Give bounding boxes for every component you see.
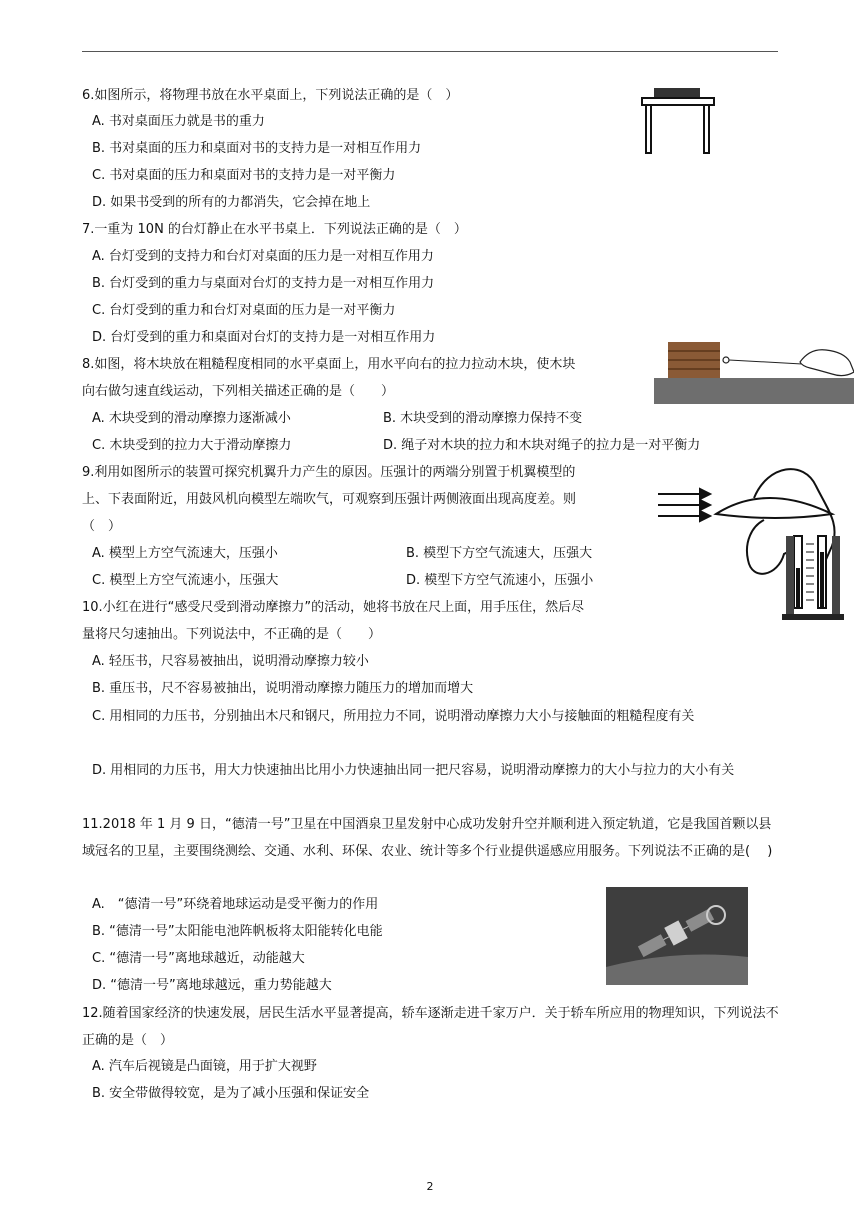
q6-option-a: A. 书对桌面压力就是书的重力 (92, 114, 265, 129)
q11-option-c: C. “德清一号”离地球越近，动能越大 (92, 951, 305, 966)
wing-pressure-gauge-figure (656, 464, 854, 622)
q11-option-d: D. “德清一号”离地球越远，重力势能越大 (92, 978, 332, 993)
q11-option-b: B. “德清一号”太阳能电池阵帆板将太阳能转化电能 (92, 924, 383, 939)
q12-stem: 12.随着国家经济的快速发展，居民生活水平显著提高，轿车逐渐走进千家万户．关于轿车所应用的物理知识，下列说法不正确的是（ ） (82, 1006, 779, 1048)
q10-option-d: D. 用相同的力压书，用大力快速抽出比用小力快速抽出同一把尺容易，说明滑动摩擦力的大小与拉力的大小有关 (92, 763, 735, 778)
q8-option-b: B. 木块受到的滑动摩擦力保持不变 (383, 411, 583, 426)
q8-stem-line1: 8.如图，将木块放在粗糙程度相同的水平桌面上，用水平向右的拉力拉动木块，使木块 (82, 357, 576, 372)
satellite-photo-figure (606, 887, 748, 985)
q9-option-b: B. 模型下方空气流速大，压强大 (406, 546, 593, 561)
q9-stem-line3: （ ） (82, 519, 122, 534)
q7-option-a: A. 台灯受到的支持力和台灯对桌面的压力是一对相互作用力 (92, 249, 434, 264)
q9-option-c: C. 模型上方空气流速小，压强大 (92, 573, 279, 588)
q6-option-d: D. 如果书受到的所有的力都消失，它会掉在地上 (92, 195, 371, 210)
q10-option-c: C. 用相同的力压书，分别抽出木尺和钢尺，所用拉力不同，说明滑动摩擦力大小与接触面的粗糙程度有关 (92, 709, 695, 724)
q9-stem-line1: 9.利用如图所示的装置可探究机翼升力产生的原因。压强计的两端分别置于机翼模型的 (82, 465, 576, 480)
q11-option-a: A. “德清一号”环绕着地球运动是受平衡力的作用 (92, 897, 379, 912)
q8-option-c: C. 木块受到的拉力大于滑动摩擦力 (92, 438, 292, 453)
q9-option-a: A. 模型上方空气流速大，压强小 (92, 546, 278, 561)
page-number: 2 (426, 1180, 434, 1193)
q7-option-d: D. 台灯受到的重力和桌面对台灯的支持力是一对相互作用力 (92, 330, 436, 345)
q12-option-b: B. 安全带做得较宽，是为了减小压强和保证安全 (92, 1086, 370, 1101)
q6-stem: 6.如图所示，将物理书放在水平桌面上，下列说法正确的是（ ） (82, 88, 459, 103)
q9-stem-line2: 上、下表面附近，用鼓风机向模型左端吹气，可观察到压强计两侧液面出现高度差。则 (82, 492, 577, 507)
q7-option-c: C. 台灯受到的重力和台灯对桌面的压力是一对平衡力 (92, 303, 396, 318)
q9-option-d: D. 模型下方空气流速小，压强小 (406, 573, 594, 588)
q10-option-a: A. 轻压书，尺容易被抽出，说明滑动摩擦力较小 (92, 654, 369, 669)
q10-stem-line2: 量将尺匀速抽出。下列说法中，不正确的是（ ） (82, 627, 382, 642)
q11-stem: 11.2018 年 1 月 9 日，“德清一号”卫星在中国酒泉卫星发射中心成功发射升空并顺利进入预定轨道，它是我国首颗以县域冠名的卫星，主要围绕测绘、交通、水利、环保、农业、统计等多个行业提供遥感应用服务。下列说法不正确的是( ) (82, 817, 773, 859)
q10-stem-line1: 10.小红在进行“感受尺受到滑动摩擦力”的活动，她将书放在尺上面，用手压住，然后尽 (82, 600, 585, 615)
book-on-table-figure (636, 82, 720, 156)
q7-option-b: B. 台灯受到的重力与桌面对台灯的支持力是一对相互作用力 (92, 276, 435, 291)
q10-option-b: B. 重压书，尺不容易被抽出，说明滑动摩擦力随压力的增加而增大 (92, 681, 474, 696)
header-rule (82, 51, 778, 52)
q6-option-b: B. 书对桌面的压力和桌面对书的支持力是一对相互作用力 (92, 141, 422, 156)
q6-option-c: C. 书对桌面的压力和桌面对书的支持力是一对平衡力 (92, 168, 396, 183)
q8-option-d: D. 绳子对木块的拉力和木块对绳子的拉力是一对平衡力 (383, 438, 701, 453)
q8-stem-line2: 向右做匀速直线运动，下列相关描述正确的是（ ） (82, 384, 395, 399)
wooden-block-figure (654, 340, 854, 404)
q8-option-a: A. 木块受到的滑动摩擦力逐渐减小 (92, 411, 291, 426)
q12-option-a: A. 汽车后视镜是凸面镜，用于扩大视野 (92, 1059, 317, 1074)
q7-stem: 7.一重为 10N 的台灯静止在水平书桌上．下列说法正确的是（ ） (82, 222, 467, 237)
